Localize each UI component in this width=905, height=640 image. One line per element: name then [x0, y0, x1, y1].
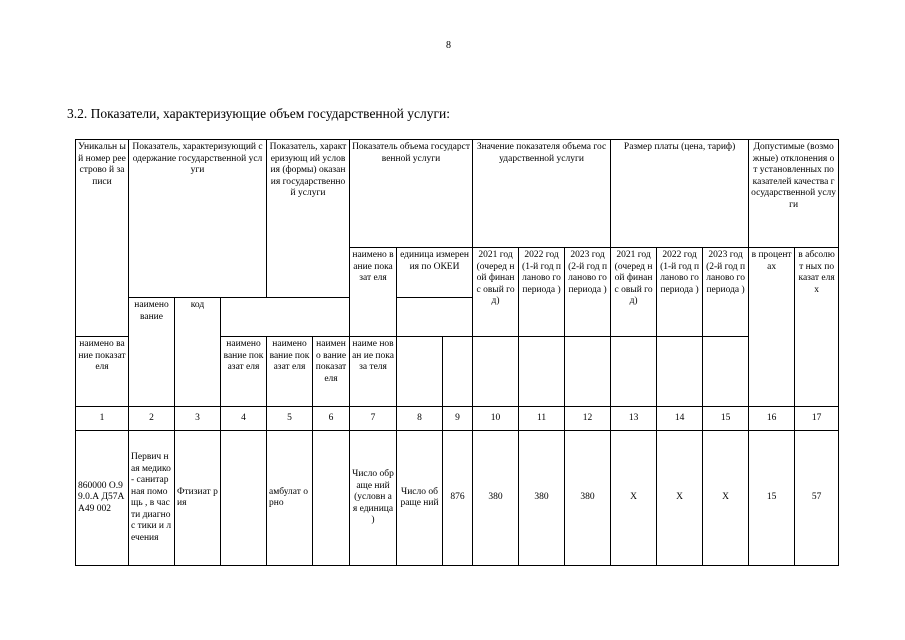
header-condition-1: наимено вание показат еля — [313, 337, 350, 407]
column-number: 6 — [313, 407, 350, 431]
section-title: 3.2. Показатели, характеризующие объем государственной услуги: — [67, 106, 450, 121]
header-fee-2023: 2023 год (2-й год планово го периода ) — [703, 248, 749, 337]
column-number: 5 — [267, 407, 313, 431]
header-2022-spacer — [473, 337, 519, 407]
header-volume-unit: единица измерения по ОКЕИ — [397, 248, 473, 298]
cell-fee-2023: Х — [703, 431, 749, 566]
cell-content-3 — [221, 431, 267, 566]
column-number: 8 — [397, 407, 443, 431]
header-dev-absolute: в абсолют ных показат елях — [795, 248, 839, 407]
header-fee-group: Размер платы (цена, тариф) — [611, 140, 749, 248]
header-fee-2022: 2022 год (1-й год планово го периода ) — [657, 248, 703, 337]
header-deviation-group: Допустимые (возможные) отклонения от установленных показателей качества государственной услуги — [749, 140, 839, 248]
column-number: 12 — [565, 407, 611, 431]
volume-indicators-table — [75, 139, 839, 566]
column-number: 7 — [350, 407, 397, 431]
header-fee-2021-spacer — [565, 337, 611, 407]
column-number-row — [76, 407, 839, 431]
header-2021: 2021 год (очеред ной финанс овый год) — [473, 248, 519, 337]
cell-value-2021: 380 — [473, 431, 519, 566]
header-2023: 2023 год (2-й год планово го периода ) — [565, 248, 611, 337]
cell-fee-2021: Х — [611, 431, 657, 566]
header-condition-2: наиме нован ие показа теля — [350, 337, 397, 407]
cell-fee-2022: Х — [657, 431, 703, 566]
header-2022: 2022 год (1-й год планово го периода ) — [519, 248, 565, 337]
column-number: 10 — [473, 407, 519, 431]
cell-value-2022: 380 — [519, 431, 565, 566]
header-content-2: наимено вание показат еля — [221, 337, 267, 407]
header-volume-name: наимено вание показат еля — [350, 248, 397, 337]
header-condition-group: Показатель, характеризующ ий условия (формы) оказания государственно й услуги — [267, 140, 350, 298]
column-number: 17 — [795, 407, 839, 431]
header-dev-percent: в процент ах — [749, 248, 795, 407]
header-content-group: Показатель, характеризующий содержание государственной услуги — [129, 140, 267, 298]
column-number: 1 — [76, 407, 129, 431]
header-fee-2022-spacer — [611, 337, 657, 407]
header-fee-2021: 2021 год (очеред ной финанс овый год) — [611, 248, 657, 337]
header-unit-name: наимено вание — [129, 298, 175, 407]
header-content-1: наимено вание показат еля — [76, 337, 129, 407]
cell-unit-code: 876 — [443, 431, 473, 566]
column-number: 3 — [175, 407, 221, 431]
header-row-1 — [76, 140, 839, 248]
header-2023-spacer — [519, 337, 565, 407]
column-number: 16 — [749, 407, 795, 431]
header-fee-2023-spacer — [657, 337, 703, 407]
page-number: 8 — [446, 40, 451, 51]
column-number: 4 — [221, 407, 267, 431]
cell-unit-name: Число обраще ний — [397, 431, 443, 566]
column-number: 9 — [443, 407, 473, 431]
cell-condition-1: амбулат орно — [267, 431, 313, 566]
header-registry: Уникальн ый номер реестрово й записи — [76, 140, 129, 337]
cell-registry: 860000 О.99.0.А Д57АА49 002 — [76, 431, 129, 566]
column-number: 2 — [129, 407, 175, 431]
column-number: 14 — [657, 407, 703, 431]
cell-value-2023: 380 — [565, 431, 611, 566]
cell-condition-2 — [313, 431, 350, 566]
header-2021-spacer — [443, 337, 473, 407]
header-unit-code: код — [175, 298, 221, 407]
table-row — [76, 431, 839, 566]
column-number: 13 — [611, 407, 657, 431]
column-number: 11 — [519, 407, 565, 431]
cell-content-1: Первич ная медико- санитар ная помощь , в части диагнос тики и лечения — [129, 431, 175, 566]
header-volume-name-spacer — [397, 337, 443, 407]
cell-volume-name: Число обраще ний (условн ая единица ) — [350, 431, 397, 566]
header-content-3: наимено вание показат еля — [267, 337, 313, 407]
cell-content-2: Фтизиат рия — [175, 431, 221, 566]
column-number: 15 — [703, 407, 749, 431]
cell-dev-absolute: 57 — [795, 431, 839, 566]
cell-dev-percent: 15 — [749, 431, 795, 566]
header-value-group: Значение показателя объема государственной услуги — [473, 140, 611, 248]
header-volume-group: Показатель объема государственной услуги — [350, 140, 473, 248]
